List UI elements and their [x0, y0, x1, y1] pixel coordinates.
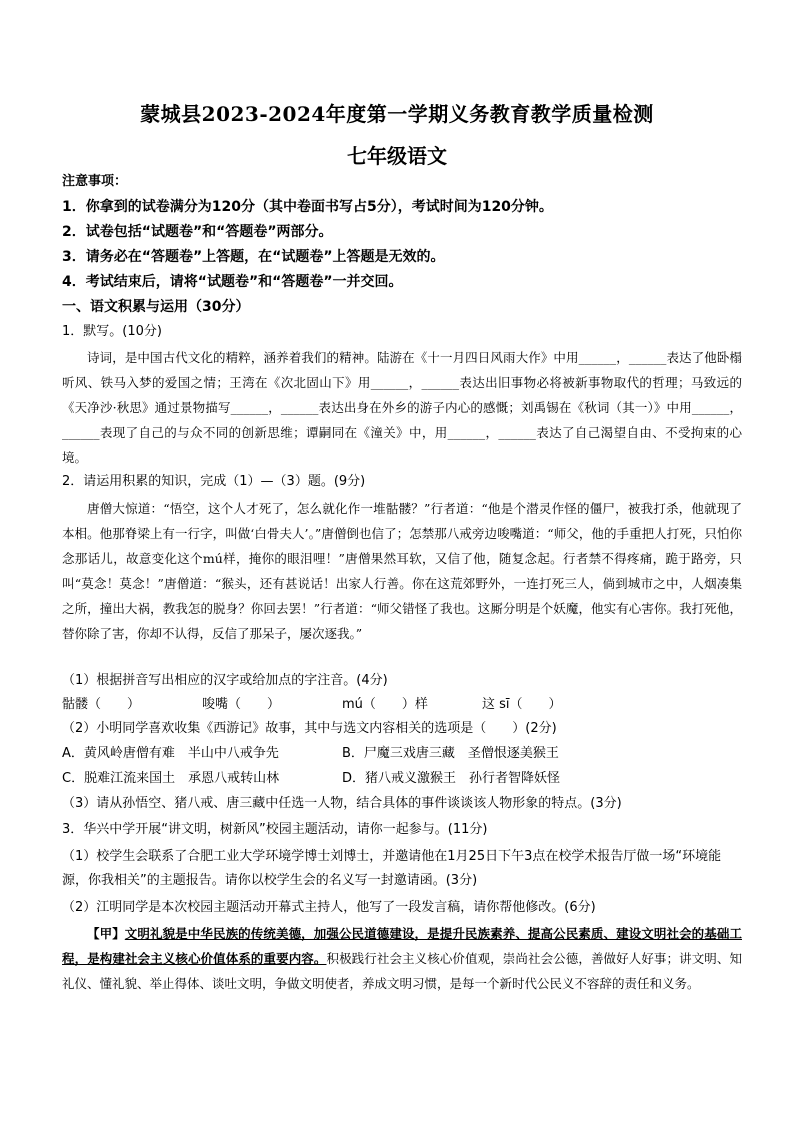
option-b: B．尸魔三戏唐三藏 圣僧恨逐美猴王	[342, 746, 559, 761]
q2-passage	[62, 496, 742, 646]
q3-passage-text	[62, 921, 742, 996]
pinyin-item-2: 唆嘴（ ）	[202, 697, 281, 712]
q1-text	[62, 345, 742, 470]
notice-item-2: 2．试卷包括“试题卷”和“答题卷”两部分。	[62, 224, 333, 240]
q3-passage	[62, 921, 742, 996]
option-d: D．猪八戒义激猴王 孙行者智降妖怪	[342, 771, 561, 786]
notice-item-1: 1．你拿到的试卷满分为120分（其中卷面书写占5分），考试时间为120分钟。	[62, 199, 553, 215]
q2-passage-text: 唐僧大惊道：“悟空，这个人才死了，怎么就化作一堆骷髅？”行者道：“他是个潜灵作怪的僵尸，被我打杀，他就现了本相。他那脊梁上有一行字，叫做‘白骨夫人’。”唐僧倒也信了；怎禁那八戒旁边唆嘴道：“师父，他的手重把人打死，只怕你念那话儿，故意变化这个mú样，掩你的眼泪哩！”唐僧果然耳软，又信了他，随复念起。行者禁不得疼痛，跪于路旁，只叫“莫念！莫念！”唐僧道：“猴头，还有甚说话！出家人行善。你在这荒郊野外，一连打死三人，倘到城市之中，人烟凑集之所，撞出大祸，教我怎的脱身？你回去罢！”行者道：“师父错怪了我也。这厮分明是个妖魔，他实有心害你。我打死他，替你除了害，你却不认得，反信了那呆子，屡次逐我。”	[62, 501, 742, 641]
q1-paragraph: 诗词，是中国古代文化的精粹，涵养着我们的精神。陆游在《十一月四日风雨大作》中用______，______表达了他卧榻听风、铁马入梦的爱国之情；王湾在《次北固山下》用______，______表达出旧事物必将被新事物取代的哲理；马致远的《天净沙·秋思》通过景物描写______，______表达出身在外乡的游子内心的感慨；刘禹锡在《秋词（其一）》中用______，______表现了自己的与众不同的创新思维；谭嗣同在《潼关》中，用______，______表达了自己渴望自由、不受拘束的心境。	[62, 350, 742, 465]
notice-item-3: 3．请务必在“答题卷”上答题，在“试题卷”上答题是无效的。	[62, 249, 445, 265]
q2-sub1: （1）根据拼音写出相应的汉字或给加点的字注音。(4分)	[62, 673, 388, 688]
q3-sub1: （1）校学生会联系了合肥工业大学环境学博士刘博士，并邀请他在1月25日下午3点在校学术报告厅做一场“环境能源，你我相关”的主题报告。请你以校学生会的名义写一封邀请函。(3分)	[62, 849, 722, 888]
section-heading: 一、语文积累与运用（30分）	[62, 299, 250, 315]
option-c: C．脱难江流来国土 承恩八戒转山林	[62, 771, 280, 786]
q2-sub3: （3）请从孙悟空、猪八戒、唐三藏中任选一人物，结合具体的事件谈谈该人物形象的特点。(3分)	[62, 796, 622, 811]
exam-title: 蒙城县2023-2024年度第一学期义务教育教学质量检测	[140, 102, 654, 126]
q3-sub2: （2）江明同学是本次校园主题活动开幕式主持人，他写了一段发言稿，请你帮他修改。(6分)	[62, 900, 596, 915]
q1-label: 1．默写。(10分)	[62, 324, 162, 339]
q2-label: 2．请运用积累的知识，完成（1）—（3）题。(9分)	[62, 474, 366, 489]
pinyin-item-1: 骷髅（ ）	[62, 697, 141, 712]
underlined-sentence: 文明礼貌是中华民族的传统美德，加强公民道德建设，是提升民族素养、提高公民素质、建设文明社会的基础工程，是构建社会主义核心价值体系的重要内容。	[62, 926, 742, 966]
notice-item-4: 4．考试结束后，请将“试题卷”和“答题卷”一并交回。	[62, 274, 403, 290]
jia-tag: 【甲】	[87, 926, 125, 941]
q3-label: 3．华兴中学开展“讲文明，树新风”校园主题活动，请你一起参与。(11分)	[62, 822, 488, 837]
passage-rest: 积极践行社会主义核心价值观，崇尚社会公德，善做好人好事；讲文明、知礼仪、懂礼貌、举止得体、谈吐文明，争做文明使者，养成文明习惯，是每一个新时代公民义不容辞的责任和义务。	[62, 951, 742, 991]
pinyin-item-4: 这 sī（ ）	[482, 697, 562, 712]
notice-heading: 注意事项：	[62, 174, 128, 189]
pinyin-item-3: mú（ ）样	[342, 697, 428, 712]
exam-subtitle: 七年级语文	[347, 144, 447, 168]
option-a: A．黄风岭唐僧有难 半山中八戒争先	[62, 746, 279, 761]
q2-sub2: （2）小明同学喜欢收集《西游记》故事，其中与选文内容相关的选项是（ ）(2分)	[62, 721, 557, 736]
